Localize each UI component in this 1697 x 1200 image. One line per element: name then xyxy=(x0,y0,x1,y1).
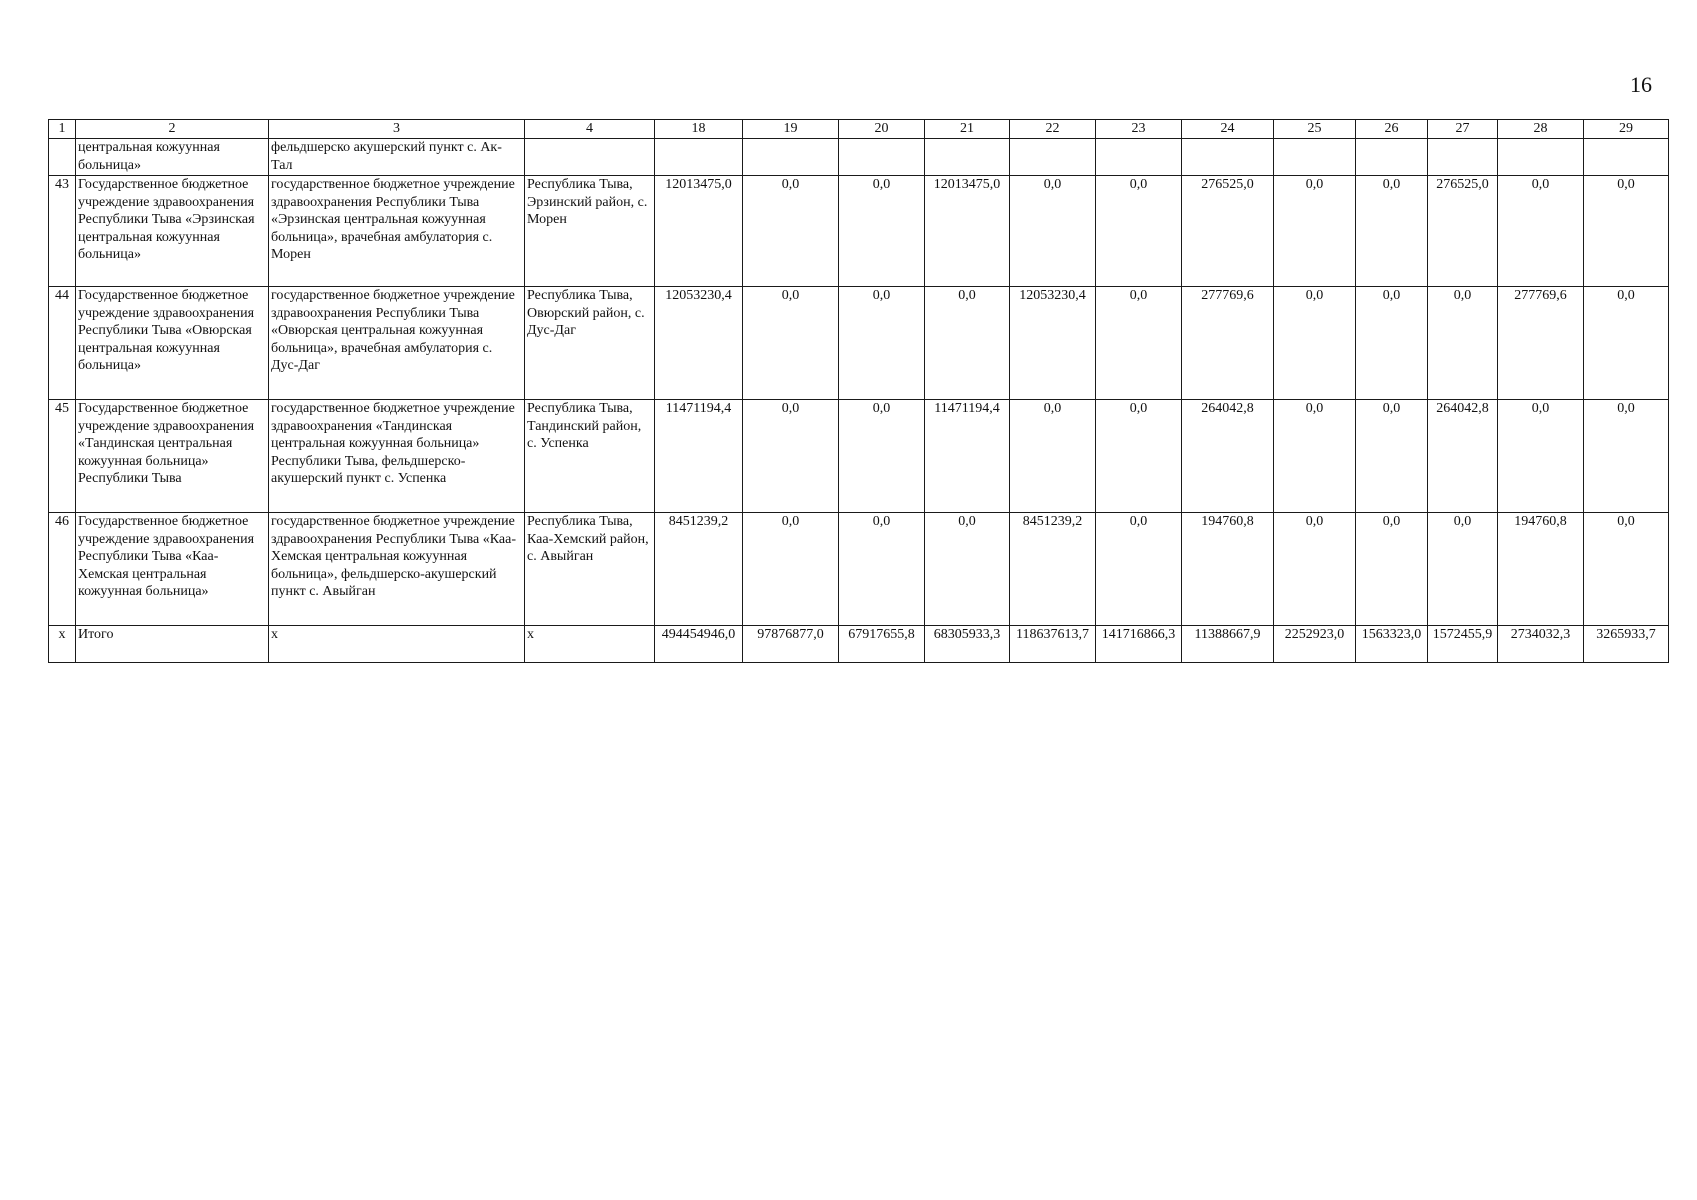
value-cell: 0,0 xyxy=(1096,513,1182,626)
value-cell xyxy=(1182,139,1274,176)
col-header: 4 xyxy=(525,120,655,139)
value-cell: 0,0 xyxy=(1274,176,1356,287)
value-cell: 0,0 xyxy=(839,400,925,513)
value-cell: 0,0 xyxy=(1096,176,1182,287)
value-cell: 0,0 xyxy=(1096,287,1182,400)
col-header: 22 xyxy=(1010,120,1096,139)
col-header: 29 xyxy=(1584,120,1669,139)
value-cell xyxy=(1096,139,1182,176)
col-header: 20 xyxy=(839,120,925,139)
value-cell: 0,0 xyxy=(1274,287,1356,400)
col-header: 2 xyxy=(76,120,269,139)
location-cell xyxy=(525,139,655,176)
location-cell: Республика Тыва, Эрзинский район, с. Морен xyxy=(525,176,655,287)
location-cell: Республика Тыва, Каа-Хемский район, с. Авыйган xyxy=(525,513,655,626)
organization-cell: Государственное бюджетное учреждение здравоохранения «Тандинская центральная кожуунная больница» Республики Тыва xyxy=(76,400,269,513)
row-number: х xyxy=(49,626,76,663)
location-cell: Республика Тыва, Овюрский район, с. Дус-Даг xyxy=(525,287,655,400)
total-value-cell: 118637613,7 xyxy=(1010,626,1096,663)
value-cell xyxy=(1274,139,1356,176)
col-header: 27 xyxy=(1428,120,1498,139)
col-header: 3 xyxy=(269,120,525,139)
table-row xyxy=(49,176,1669,287)
value-cell: 0,0 xyxy=(1356,176,1428,287)
table-row-continuation xyxy=(49,139,1669,176)
total-value-cell: 2734032,3 xyxy=(1498,626,1584,663)
total-value-cell: 97876877,0 xyxy=(743,626,839,663)
table-row xyxy=(49,513,1669,626)
value-cell: 12013475,0 xyxy=(655,176,743,287)
table-row xyxy=(49,287,1669,400)
value-cell: 0,0 xyxy=(743,176,839,287)
value-cell: 8451239,2 xyxy=(655,513,743,626)
col-header: 28 xyxy=(1498,120,1584,139)
organization-cell: Государственное бюджетное учреждение здравоохранения Республики Тыва «Овюрская центральная кожуунная больница» xyxy=(76,287,269,400)
col-header: 18 xyxy=(655,120,743,139)
value-cell xyxy=(1010,139,1096,176)
value-cell: 8451239,2 xyxy=(1010,513,1096,626)
total-value-cell: 68305933,3 xyxy=(925,626,1010,663)
value-cell: 264042,8 xyxy=(1182,400,1274,513)
unit-cell: государственное бюджетное учреждение здравоохранения Республики Тыва «Овюрская центральная кожуунная больница», врачебная амбулатория с. Дус-Даг xyxy=(269,287,525,400)
unit-cell: государственное бюджетное учреждение здравоохранения Республики Тыва «Эрзинская центральная кожуунная больница», врачебная амбулатория с. Морен xyxy=(269,176,525,287)
value-cell: 0,0 xyxy=(1356,287,1428,400)
value-cell: 0,0 xyxy=(1428,513,1498,626)
row-number xyxy=(49,139,76,176)
value-cell: 0,0 xyxy=(1356,400,1428,513)
value-cell: 0,0 xyxy=(839,176,925,287)
value-cell xyxy=(1356,139,1428,176)
unit-cell: х xyxy=(269,626,525,663)
value-cell: 0,0 xyxy=(839,287,925,400)
value-cell: 264042,8 xyxy=(1428,400,1498,513)
total-value-cell: 67917655,8 xyxy=(839,626,925,663)
value-cell: 0,0 xyxy=(1584,513,1669,626)
total-value-cell: 494454946,0 xyxy=(655,626,743,663)
value-cell: 0,0 xyxy=(1498,176,1584,287)
total-row xyxy=(49,626,1669,663)
value-cell: 276525,0 xyxy=(1182,176,1274,287)
page-number: 16 xyxy=(1630,72,1652,97)
col-header: 23 xyxy=(1096,120,1182,139)
header-row xyxy=(49,120,1669,139)
col-header: 21 xyxy=(925,120,1010,139)
location-cell: Республика Тыва, Тандинский район, с. Успенка xyxy=(525,400,655,513)
value-cell xyxy=(1584,139,1669,176)
total-value-cell: 3265933,7 xyxy=(1584,626,1669,663)
value-cell: 0,0 xyxy=(743,287,839,400)
value-cell: 277769,6 xyxy=(1182,287,1274,400)
value-cell: 0,0 xyxy=(1274,400,1356,513)
value-cell: 0,0 xyxy=(1584,287,1669,400)
value-cell: 0,0 xyxy=(1584,400,1669,513)
value-cell: 0,0 xyxy=(743,513,839,626)
value-cell: 0,0 xyxy=(1584,176,1669,287)
unit-cell: государственное бюджетное учреждение здравоохранения «Тандинская центральная кожуунная больница» Республики Тыва, фельдшерско-акушерский пункт с. Успенка xyxy=(269,400,525,513)
col-header: 26 xyxy=(1356,120,1428,139)
value-cell xyxy=(839,139,925,176)
organization-cell: Государственное бюджетное учреждение здравоохранения Республики Тыва «Эрзинская центральная кожуунная больница» xyxy=(76,176,269,287)
total-value-cell: 141716866,3 xyxy=(1096,626,1182,663)
value-cell: 194760,8 xyxy=(1498,513,1584,626)
col-header: 24 xyxy=(1182,120,1274,139)
col-header: 19 xyxy=(743,120,839,139)
value-cell: 0,0 xyxy=(1274,513,1356,626)
value-cell: 0,0 xyxy=(925,513,1010,626)
total-value-cell: 11388667,9 xyxy=(1182,626,1274,663)
row-number: 44 xyxy=(49,287,76,400)
value-cell: 0,0 xyxy=(743,400,839,513)
unit-cell: государственное бюджетное учреждение здравоохранения Республики Тыва «Каа-Хемская центральная кожуунная больница», фельдшерско-акушерский пункт с. Авыйган xyxy=(269,513,525,626)
value-cell: 11471194,4 xyxy=(925,400,1010,513)
value-cell: 277769,6 xyxy=(1498,287,1584,400)
value-cell xyxy=(925,139,1010,176)
row-number: 45 xyxy=(49,400,76,513)
row-number: 43 xyxy=(49,176,76,287)
total-label: Итого xyxy=(76,626,269,663)
row-number: 46 xyxy=(49,513,76,626)
value-cell: 12053230,4 xyxy=(655,287,743,400)
value-cell xyxy=(655,139,743,176)
value-cell xyxy=(1428,139,1498,176)
total-value-cell: 1563323,0 xyxy=(1356,626,1428,663)
value-cell: 0,0 xyxy=(1498,400,1584,513)
unit-cell: фельдшерско акушерский пункт с. Ак-Тал xyxy=(269,139,525,176)
organization-cell: Государственное бюджетное учреждение здравоохранения Республики Тыва «Каа-Хемская центральная кожуунная больница» xyxy=(76,513,269,626)
value-cell: 0,0 xyxy=(1010,176,1096,287)
value-cell: 0,0 xyxy=(1356,513,1428,626)
value-cell: 0,0 xyxy=(1096,400,1182,513)
total-value-cell: 1572455,9 xyxy=(1428,626,1498,663)
value-cell: 0,0 xyxy=(925,287,1010,400)
value-cell: 12053230,4 xyxy=(1010,287,1096,400)
value-cell: 0,0 xyxy=(1010,400,1096,513)
total-value-cell: 2252923,0 xyxy=(1274,626,1356,663)
value-cell: 11471194,4 xyxy=(655,400,743,513)
value-cell: 12013475,0 xyxy=(925,176,1010,287)
organization-cell: центральная кожуунная больница» xyxy=(76,139,269,176)
location-cell: х xyxy=(525,626,655,663)
value-cell xyxy=(1498,139,1584,176)
value-cell xyxy=(743,139,839,176)
col-header: 25 xyxy=(1274,120,1356,139)
table-row xyxy=(49,400,1669,513)
value-cell: 194760,8 xyxy=(1182,513,1274,626)
value-cell: 276525,0 xyxy=(1428,176,1498,287)
value-cell: 0,0 xyxy=(1428,287,1498,400)
value-cell: 0,0 xyxy=(839,513,925,626)
funding-table xyxy=(48,119,1669,663)
col-header: 1 xyxy=(49,120,76,139)
